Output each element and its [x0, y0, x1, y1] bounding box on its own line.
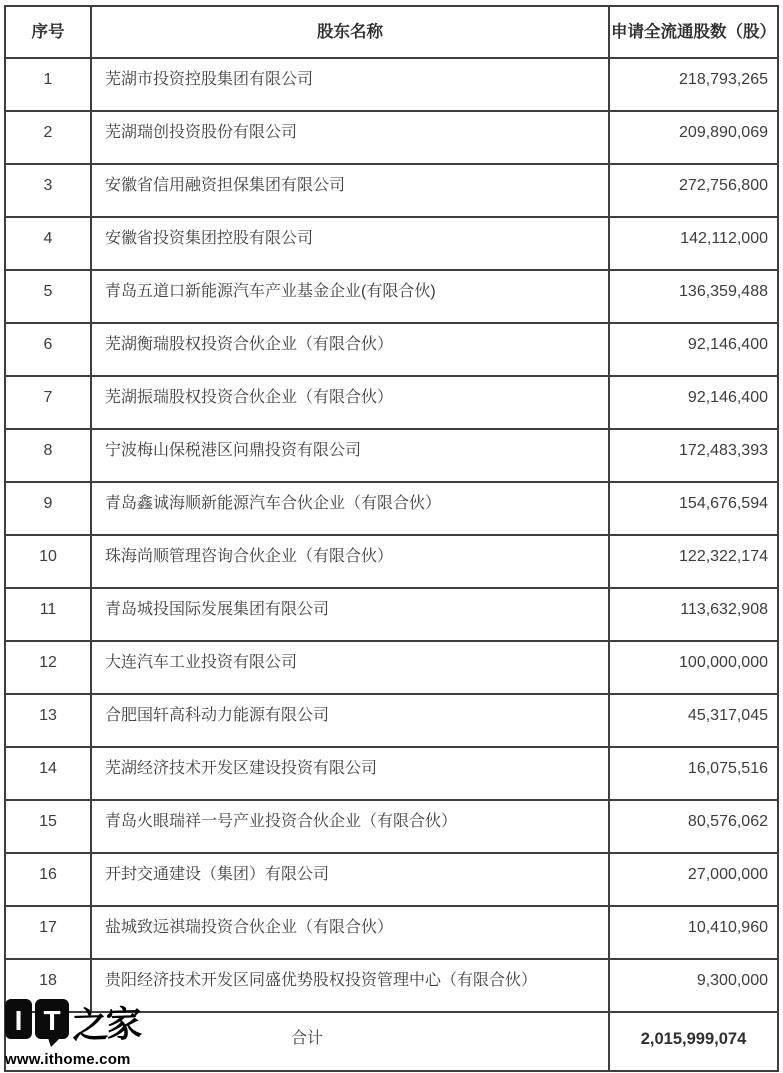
shareholder-name: 开封交通建设（集团）有限公司	[92, 854, 610, 907]
shares-value: 122,322,174	[610, 536, 777, 589]
header-shareholder-name: 股东名称	[92, 7, 610, 59]
table-row	[6, 112, 777, 165]
table-row	[6, 377, 777, 430]
row-index: 6	[6, 324, 92, 377]
row-index: 7	[6, 377, 92, 430]
shares-value: 80,576,062	[610, 801, 777, 854]
shareholder-name: 青岛五道口新能源汽车产业基金企业(有限合伙)	[92, 271, 610, 324]
table-row	[6, 748, 777, 801]
shares-value: 27,000,000	[610, 854, 777, 907]
row-index: 8	[6, 430, 92, 483]
shareholder-name: 芜湖瑞创投资股份有限公司	[92, 112, 610, 165]
ithome-logo-text: 之家	[71, 1002, 141, 1047]
row-index: 13	[6, 695, 92, 748]
table-row	[6, 801, 777, 854]
row-index: 5	[6, 271, 92, 324]
table-row	[6, 536, 777, 589]
shareholder-name: 芜湖市投资控股集团有限公司	[92, 59, 610, 112]
row-index: 14	[6, 748, 92, 801]
row-index: 15	[6, 801, 92, 854]
shares-value: 92,146,400	[610, 377, 777, 430]
shareholder-name: 贵阳经济技术开发区同盛优势股权投资管理中心（有限合伙）	[92, 960, 610, 1013]
shares-value: 218,793,265	[610, 59, 777, 112]
shareholder-name: 安徽省信用融资担保集团有限公司	[92, 165, 610, 218]
table-row	[6, 271, 777, 324]
table-row	[6, 907, 777, 960]
ithome-url: www.ithome.com	[5, 1051, 131, 1068]
shareholder-name: 珠海尚顺管理咨询合伙企业（有限合伙）	[92, 536, 610, 589]
table-row	[6, 59, 777, 112]
row-index: 18	[6, 960, 92, 1013]
table-row	[6, 695, 777, 748]
table-row	[6, 165, 777, 218]
row-index: 17	[6, 907, 92, 960]
shareholder-name: 大连汽车工业投资有限公司	[92, 642, 610, 695]
header-shares: 申请全流通股数（股）	[610, 7, 777, 59]
shares-value: 45,317,045	[610, 695, 777, 748]
table-row	[6, 483, 777, 536]
row-index: 3	[6, 165, 92, 218]
shares-value: 172,483,393	[610, 430, 777, 483]
shareholder-name: 盐城致远祺瑞投资合伙企业（有限合伙）	[92, 907, 610, 960]
table-row	[6, 218, 777, 271]
table-row	[6, 430, 777, 483]
shares-value: 154,676,594	[610, 483, 777, 536]
ithome-logo	[5, 997, 140, 1047]
shareholder-name: 青岛城投国际发展集团有限公司	[92, 589, 610, 642]
shares-value: 100,000,000	[610, 642, 777, 695]
shareholder-name: 宁波梅山保税港区问鼎投资有限公司	[92, 430, 610, 483]
shares-value: 9,300,000	[610, 960, 777, 1013]
shares-value: 142,112,000	[610, 218, 777, 271]
shareholder-name: 芜湖振瑞股权投资合伙企业（有限合伙）	[92, 377, 610, 430]
header-index: 序号	[6, 7, 92, 59]
row-index: 2	[6, 112, 92, 165]
row-index: 1	[6, 59, 92, 112]
row-index: 4	[6, 218, 92, 271]
svg-text:I: I	[14, 1005, 23, 1036]
table-row	[6, 854, 777, 907]
row-index: 11	[6, 589, 92, 642]
shares-value: 113,632,908	[610, 589, 777, 642]
shareholder-name: 芜湖经济技术开发区建设投资有限公司	[92, 748, 610, 801]
shares-value: 209,890,069	[610, 112, 777, 165]
row-index: 9	[6, 483, 92, 536]
row-index: 12	[6, 642, 92, 695]
svg-text:T: T	[43, 1005, 61, 1036]
shareholder-name: 芜湖衡瑞股权投资合伙企业（有限合伙）	[92, 324, 610, 377]
table-row	[6, 324, 777, 377]
table-row	[6, 642, 777, 695]
ithome-logo-icon	[5, 997, 69, 1047]
total-label: 合计	[6, 1013, 610, 1070]
shares-value: 16,075,516	[610, 748, 777, 801]
shares-value: 272,756,800	[610, 165, 777, 218]
shareholder-name: 青岛火眼瑞祥一号产业投资合伙企业（有限合伙）	[92, 801, 610, 854]
table-body	[6, 59, 777, 1013]
table-row	[6, 589, 777, 642]
row-index: 10	[6, 536, 92, 589]
shares-value: 10,410,960	[610, 907, 777, 960]
shareholder-name: 合肥国轩高科动力能源有限公司	[92, 695, 610, 748]
shares-value: 136,359,488	[610, 271, 777, 324]
row-index: 16	[6, 854, 92, 907]
shares-value: 92,146,400	[610, 324, 777, 377]
shareholder-name: 青岛鑫诚海顺新能源汽车合伙企业（有限合伙）	[92, 483, 610, 536]
shareholders-table	[4, 5, 779, 1072]
shareholder-name: 安徽省投资集团控股有限公司	[92, 218, 610, 271]
table-header-row	[6, 7, 777, 59]
total-shares-value: 2,015,999,074	[640, 1030, 747, 1048]
ithome-watermark	[5, 997, 140, 1068]
